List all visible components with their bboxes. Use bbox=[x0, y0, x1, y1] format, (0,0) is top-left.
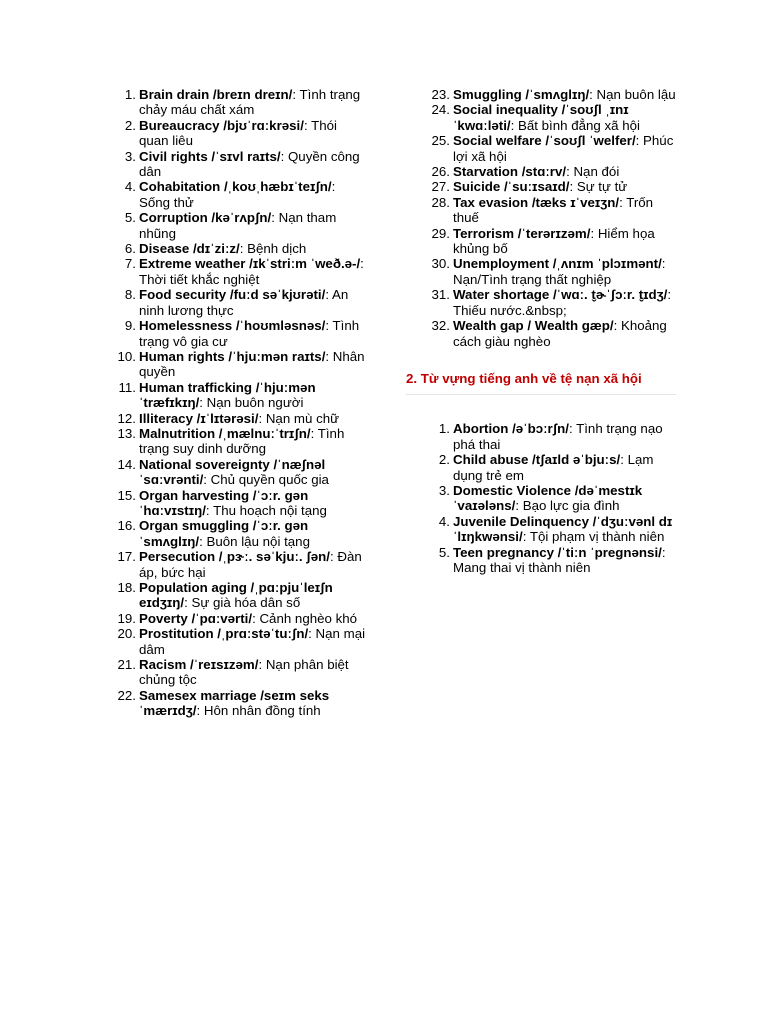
list-item bbox=[108, 580, 366, 611]
item-text bbox=[139, 318, 366, 349]
list-item bbox=[108, 457, 366, 488]
vocab-term: Racism /ˈreɪsɪzəm/ bbox=[139, 657, 259, 673]
item-number: 27. bbox=[431, 179, 450, 195]
list-item bbox=[108, 488, 366, 519]
vocab-term: Suicide /ˈsuːɪsaɪd/ bbox=[453, 179, 570, 195]
item-text bbox=[453, 195, 680, 226]
item-number: 2. bbox=[438, 452, 450, 468]
vocab-meaning: : Cảnh nghèo khó bbox=[252, 610, 358, 626]
vocab-meaning: : Buôn lậu nội tạng bbox=[199, 533, 310, 549]
vocab-meaning: : Tình trạng nạo phá thai bbox=[453, 421, 663, 452]
vocab-meaning: : Sự già hóa dân số bbox=[184, 595, 301, 611]
list-item bbox=[422, 179, 680, 194]
item-text bbox=[139, 287, 366, 318]
list-item bbox=[422, 164, 680, 179]
list-item bbox=[422, 87, 680, 102]
item-text bbox=[453, 483, 680, 514]
list-item bbox=[422, 195, 680, 226]
item-number: 4. bbox=[124, 179, 136, 195]
item-number: 8. bbox=[124, 287, 136, 303]
vocab-meaning: : Trốn thuế bbox=[453, 194, 654, 226]
item-text bbox=[453, 256, 680, 287]
vocab-meaning: : Mang thai vị thành niên bbox=[453, 544, 666, 575]
vocab-meaning: : Bất bình đẳng xã hội bbox=[510, 117, 640, 133]
vocab-term: Organ harvesting /ˈɔːr. gən ˈhɑːvɪstɪŋ/ bbox=[139, 487, 309, 518]
vocab-term: Unemployment /ˌʌnɪm ˈplɔɪmənt/ bbox=[453, 256, 662, 272]
item-number: 16. bbox=[117, 518, 136, 534]
item-number: 18. bbox=[117, 580, 136, 595]
vocab-meaning: : Tình trạng chảy máu chất xám bbox=[139, 87, 361, 118]
vocab-term: Food security /fuːd səˈkjʊrəti/ bbox=[139, 287, 326, 303]
item-text bbox=[139, 426, 366, 457]
item-text bbox=[139, 179, 366, 210]
list-item bbox=[108, 380, 366, 411]
vocab-list-social-issues-part1 bbox=[108, 87, 366, 719]
vocab-term: Terrorism /ˈterərɪzəm/ bbox=[453, 225, 591, 241]
vocab-meaning: : Hôn nhân đồng tính bbox=[196, 703, 321, 719]
item-number: 10. bbox=[117, 348, 136, 364]
section-2-heading: 2. Từ vựng tiếng anh về tệ nạn xã hội bbox=[406, 371, 676, 395]
item-number: 15. bbox=[117, 487, 136, 503]
vocab-meaning: : Tình trạng vô gia cư bbox=[139, 318, 360, 349]
item-text bbox=[453, 133, 680, 164]
vocab-term: Civil rights /ˈsɪvl raɪts/ bbox=[139, 148, 281, 164]
vocab-meaning: : Thu hoạch nội tạng bbox=[205, 502, 327, 518]
item-number: 11. bbox=[118, 379, 136, 395]
list-item bbox=[108, 626, 366, 657]
vocab-term: Social welfare /ˈsoʊʃl ˈwelfer/ bbox=[453, 133, 636, 149]
item-number: 24. bbox=[431, 102, 450, 118]
item-number: 21. bbox=[117, 657, 136, 673]
list-item bbox=[422, 421, 680, 452]
vocab-term: Samesex marriage /seɪm seks ˈmærɪdʒ/ bbox=[139, 687, 330, 719]
item-text bbox=[139, 210, 366, 241]
list-item bbox=[108, 256, 366, 287]
list-item bbox=[108, 179, 366, 210]
vocab-meaning: : Lạm dụng trẻ em bbox=[453, 452, 654, 483]
vocab-list-social-evils bbox=[422, 421, 680, 575]
vocab-term: Organ smuggling /ˈɔːr. gən ˈsmʌɡlɪŋ/ bbox=[139, 518, 309, 549]
item-number: 9. bbox=[124, 318, 136, 334]
list-item bbox=[422, 133, 680, 164]
item-number: 17. bbox=[117, 549, 136, 565]
vocab-term: Human trafficking /ˈhjuːmən ˈtræfɪkɪŋ/ bbox=[139, 379, 316, 411]
vocab-term: Domestic Violence /dəˈmestɪk ˈvaɪələns/ bbox=[453, 482, 643, 514]
vocab-term: Disease /dɪˈziːz/ bbox=[139, 241, 240, 257]
list-item bbox=[108, 287, 366, 318]
list-item bbox=[108, 518, 366, 549]
item-text bbox=[139, 488, 366, 519]
vocab-meaning: : Nạn buôn người bbox=[199, 395, 304, 411]
vocab-meaning: : Sống thử bbox=[139, 179, 336, 210]
list-item bbox=[108, 611, 366, 626]
list-item bbox=[108, 241, 366, 256]
right-column bbox=[406, 87, 680, 575]
item-text bbox=[453, 287, 680, 318]
vocab-term: Illiteracy /ɪˈlɪtərəsi/ bbox=[139, 410, 259, 426]
item-number: 4. bbox=[438, 513, 450, 529]
vocab-meaning: : Sự tự tử bbox=[569, 179, 628, 195]
vocab-term: Water shortage /ˈwɑː. t̬ɚˈʃɔːr. t̬ɪdʒ/ bbox=[453, 287, 668, 303]
list-item bbox=[422, 226, 680, 257]
vocab-meaning: : Phúc lợi xã hội bbox=[453, 133, 674, 164]
item-text bbox=[139, 611, 366, 626]
item-number: 13. bbox=[117, 425, 136, 441]
vocab-meaning: : Thời tiết khắc nghiệt bbox=[139, 256, 364, 287]
list-item bbox=[108, 318, 366, 349]
item-text bbox=[139, 688, 366, 719]
vocab-meaning: : Nạn phân biệt chủng tộc bbox=[139, 657, 349, 688]
item-number: 32. bbox=[431, 318, 450, 334]
item-text bbox=[453, 452, 680, 483]
item-number: 2. bbox=[124, 117, 136, 133]
vocab-term: Cohabitation /ˌkoʊˌhæbɪˈteɪʃn/ bbox=[139, 179, 332, 195]
vocab-meaning: : Bạo lực gia đình bbox=[515, 498, 620, 514]
vocab-meaning: : Bệnh dịch bbox=[239, 241, 307, 257]
item-text bbox=[139, 657, 366, 688]
item-number: 19. bbox=[117, 610, 136, 626]
item-text bbox=[139, 87, 366, 118]
item-number: 23. bbox=[431, 87, 450, 102]
item-number: 5. bbox=[438, 544, 450, 560]
vocab-term: Poverty /ˈpɑːvərti/ bbox=[139, 610, 253, 626]
vocab-meaning: : Nạn tham nhũng bbox=[139, 210, 337, 241]
vocab-meaning: : Đàn áp, bức hại bbox=[139, 549, 362, 580]
list-item bbox=[422, 483, 680, 514]
item-number: 3. bbox=[124, 148, 136, 164]
vocab-term: Tax evasion /tæks ɪˈveɪʒn/ bbox=[453, 194, 620, 210]
vocab-term: Population aging /ˌpɑːpjuˈleɪʃn eɪdʒɪŋ/ bbox=[139, 580, 333, 611]
vocab-meaning: : Nạn buôn lậu bbox=[589, 87, 676, 102]
vocab-term: Prostitution /ˌprɑːstəˈtuːʃn/ bbox=[139, 626, 309, 642]
item-text bbox=[139, 549, 366, 580]
item-text bbox=[139, 580, 366, 611]
vocab-meaning: : Nạn mù chữ bbox=[258, 410, 340, 426]
vocab-meaning: : Thiếu nước.&nbsp; bbox=[453, 287, 672, 318]
item-number: 30. bbox=[431, 256, 450, 272]
list-item bbox=[108, 657, 366, 688]
vocab-term: Extreme weather /ɪkˈstriːm ˈweð.ə-/ bbox=[139, 256, 361, 272]
item-number: 25. bbox=[431, 133, 450, 149]
vocab-term: Child abuse /tʃaɪld əˈbjuːs/ bbox=[453, 452, 621, 468]
item-text bbox=[139, 256, 366, 287]
vocab-meaning: : Nhân quyền bbox=[139, 348, 365, 380]
vocab-meaning: : Nạn mại dâm bbox=[139, 626, 366, 657]
vocab-meaning: : Chủ quyền quốc gia bbox=[203, 472, 329, 488]
vocab-term: Teen pregnancy /ˈtiːn ˈpregnənsi/ bbox=[453, 544, 662, 560]
item-text bbox=[453, 102, 680, 133]
list-item bbox=[422, 545, 680, 576]
item-text bbox=[139, 349, 366, 380]
vocab-meaning: : Nạn đói bbox=[566, 164, 620, 180]
vocab-term: Persecution /ˌpɝː. səˈkjuː. ʃən/ bbox=[139, 549, 330, 565]
vocab-term: Brain drain /breɪn dreɪn/ bbox=[139, 87, 293, 102]
vocab-meaning: : Tình trạng suy dinh dưỡng bbox=[139, 425, 345, 457]
item-text bbox=[453, 545, 680, 576]
item-text bbox=[453, 514, 680, 545]
vocab-term: Wealth gap / Wealth gæp/ bbox=[453, 318, 614, 334]
item-text bbox=[453, 87, 680, 102]
vocab-meaning: : Hiểm họa khủng bố bbox=[453, 225, 655, 257]
list-item bbox=[422, 102, 680, 133]
item-text bbox=[453, 318, 680, 349]
list-item bbox=[108, 149, 366, 180]
item-text bbox=[453, 164, 680, 179]
list-item bbox=[108, 349, 366, 380]
item-text bbox=[453, 226, 680, 257]
item-number: 1. bbox=[124, 87, 136, 102]
vocab-term: Homelessness /ˈhoʊmləsnəs/ bbox=[139, 318, 326, 334]
item-text bbox=[139, 457, 366, 488]
list-item bbox=[108, 118, 366, 149]
vocab-meaning: : An ninh lương thực bbox=[139, 287, 349, 318]
list-item bbox=[108, 426, 366, 457]
item-text bbox=[453, 179, 680, 194]
item-number: 1. bbox=[438, 421, 450, 437]
list-item bbox=[108, 688, 366, 719]
item-number: 14. bbox=[117, 456, 136, 472]
vocab-term: Starvation /stɑːrv/ bbox=[453, 164, 567, 180]
item-text bbox=[139, 380, 366, 411]
list-item bbox=[422, 318, 680, 349]
vocab-meaning: : Thói quan liêu bbox=[139, 117, 337, 149]
item-text bbox=[139, 626, 366, 657]
item-text bbox=[139, 518, 366, 549]
list-item bbox=[422, 287, 680, 318]
vocab-term: Bureaucracy /bjʊˈrɑːkrəsi/ bbox=[139, 117, 304, 133]
vocab-term: Human rights /ˈhjuːmən raɪts/ bbox=[139, 348, 326, 364]
vocab-meaning: : Quyền công dân bbox=[139, 148, 360, 180]
list-item bbox=[422, 514, 680, 545]
vocab-meaning: : Khoảng cách giàu nghèo bbox=[453, 318, 667, 349]
item-text bbox=[139, 411, 366, 426]
item-number: 28. bbox=[431, 194, 450, 210]
list-item bbox=[108, 210, 366, 241]
list-item bbox=[422, 452, 680, 483]
item-number: 22. bbox=[117, 687, 136, 703]
item-number: 31. bbox=[431, 287, 450, 303]
list-item bbox=[422, 256, 680, 287]
vocab-term: Corruption /kəˈrʌpʃn/ bbox=[139, 210, 272, 226]
left-column bbox=[108, 87, 366, 719]
item-number: 12. bbox=[117, 410, 136, 426]
vocab-list-social-issues-part2 bbox=[422, 87, 680, 349]
list-item bbox=[108, 549, 366, 580]
item-text bbox=[139, 118, 366, 149]
item-number: 3. bbox=[438, 482, 450, 498]
list-item bbox=[108, 87, 366, 118]
item-number: 20. bbox=[117, 626, 136, 642]
vocab-term: Malnutrition /ˌmælnuːˈtrɪʃn/ bbox=[139, 425, 311, 441]
item-number: 29. bbox=[431, 225, 450, 241]
vocab-term: Smuggling /ˈsmʌɡlɪŋ/ bbox=[453, 87, 590, 102]
vocab-term: Juvenile Delinquency /ˈdʒuːvənl dɪˈlɪŋkwənsi/ bbox=[453, 513, 673, 545]
vocab-term: Abortion /əˈbɔːrʃn/ bbox=[453, 421, 569, 437]
item-text bbox=[139, 241, 366, 256]
item-number: 6. bbox=[124, 241, 136, 257]
item-number: 7. bbox=[124, 256, 136, 272]
list-item bbox=[108, 411, 366, 426]
item-number: 5. bbox=[124, 210, 136, 226]
item-number: 26. bbox=[431, 164, 450, 180]
vocab-meaning: : Tội phạm vị thành niên bbox=[522, 529, 665, 545]
vocab-term: National sovereignty /ˈnæʃnəl ˈsɑːvrənti/ bbox=[139, 456, 326, 488]
item-text bbox=[453, 421, 680, 452]
vocab-term: Social inequality /ˈsoʊʃl ˌɪnɪˈkwɑːləti/ bbox=[453, 102, 629, 133]
item-text bbox=[139, 149, 366, 180]
vocab-meaning: : Nạn/Tình trạng thất nghiệp bbox=[453, 256, 666, 287]
